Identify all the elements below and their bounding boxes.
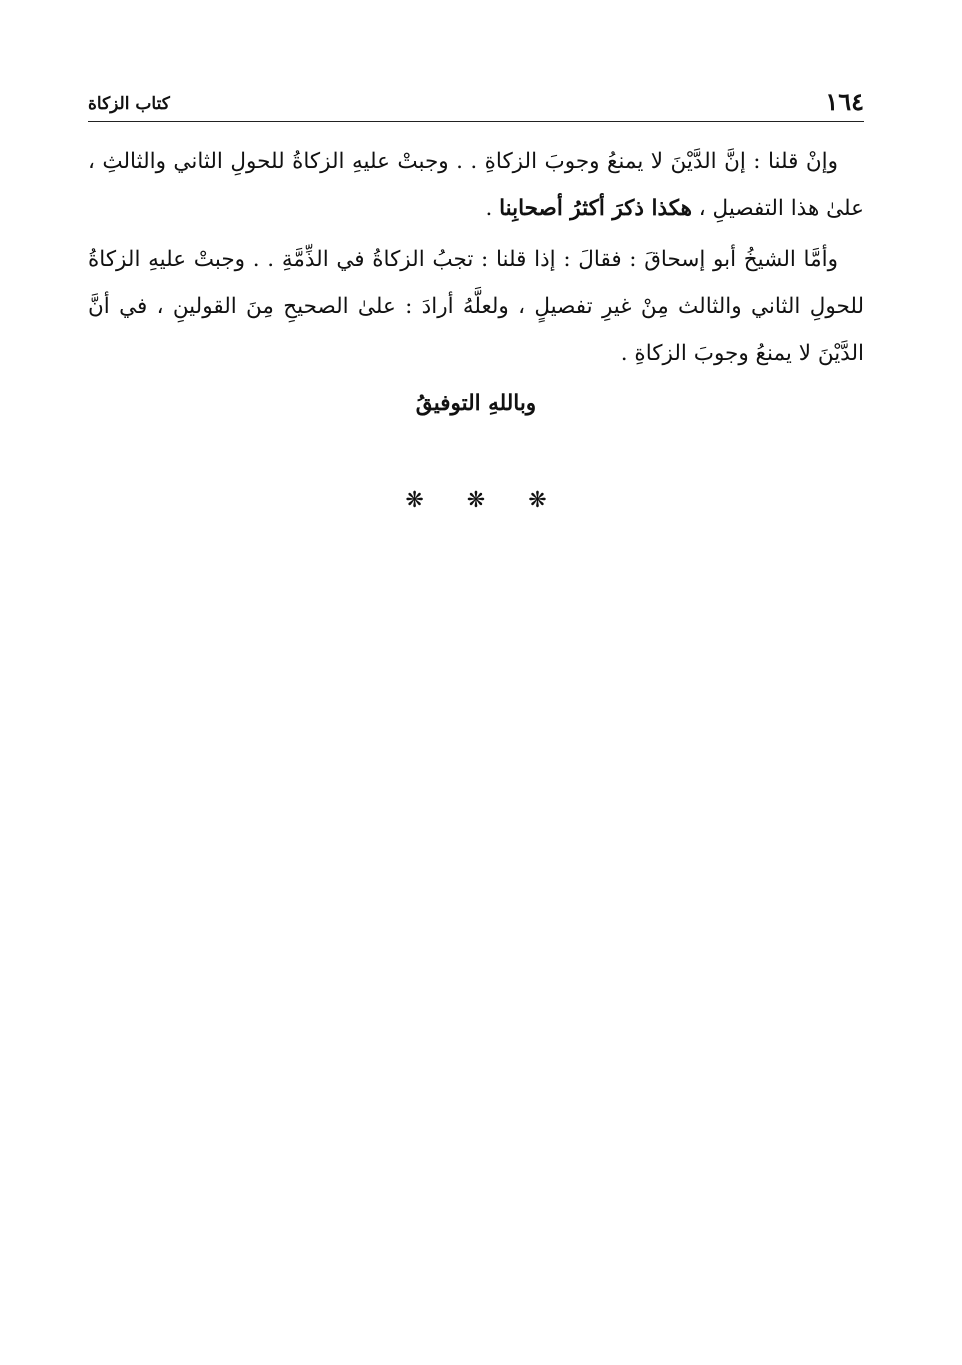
asterism-icon: ❋	[528, 488, 547, 513]
paragraph-1-bold-phrase: هكذا ذكرَ أكثرُ أصحابِنا	[499, 196, 692, 221]
paragraph-2: وأمَّا الشيخُ أبو إسحاقَ : فقالَ : إذا قلنا : تجبُ الزكاةُ في الذِّمَّةِ . . وجبتْ عليهِ الزكاةُ للحولِ الثاني والثالث مِنْ غيرِ تفصيلٍ ، ولعلَّهُ أرادَ : علىٰ الصحيحِ مِنَ القولينِ ، في أنَّ الدَّيْنَ لا يمنعُ وجوبَ الزكاةِ .	[88, 247, 864, 366]
book-title: كتاب الزكاة	[88, 94, 170, 114]
paragraph-1	[88, 138, 864, 232]
paragraph-1-end: .	[485, 196, 500, 221]
asterism-icon: ❋	[405, 488, 424, 513]
section-divider	[88, 486, 864, 516]
asterism-icon: ❋	[466, 488, 486, 513]
main-text	[88, 138, 864, 377]
running-head	[88, 86, 864, 116]
closing-formula: وباللهِ التوفيقُ	[415, 391, 537, 416]
paragraph-1-text: وإنْ قلنا : إنَّ الدَّيْنَ لا يمنعُ وجوبَ الزكاةِ . . وجبتْ عليهِ الزكاةُ للحولِ الثاني والثالثِ ، علىٰ هذا التفصيلِ ،	[88, 149, 864, 221]
header-rule	[88, 121, 864, 122]
page-number: ١٦٤	[825, 87, 864, 116]
